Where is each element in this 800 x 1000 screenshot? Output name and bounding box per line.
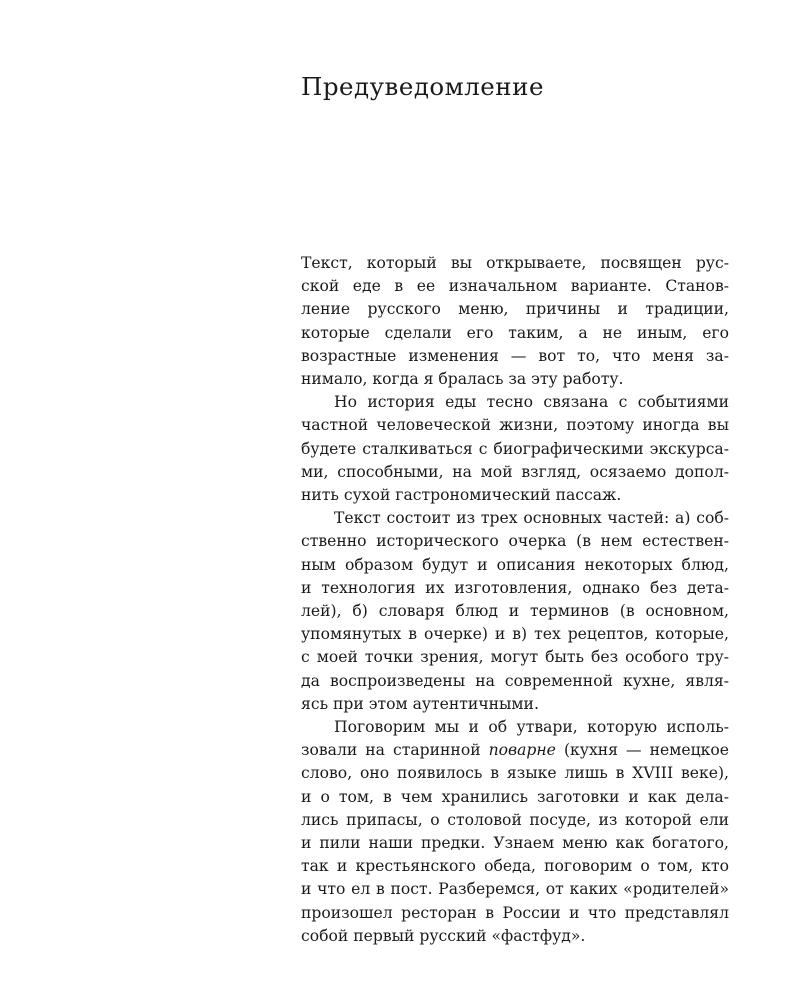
paragraph xyxy=(301,391,729,507)
text-line: лей), б) словаря блюд и терминов (в основном, xyxy=(301,602,729,621)
text-line: ясь при этом аутентичными. xyxy=(301,694,539,713)
text-line: слово, оно появилось в языке лишь в XVIII веке), xyxy=(301,764,729,783)
text-line: упомянутых в очерке) и в) тех рецептов, которые, xyxy=(301,625,729,644)
text-line: ным образом будут и описания некоторых блюд, xyxy=(301,555,729,574)
paragraph xyxy=(301,252,729,391)
text-line: нимало, когда я бралась за эту работу. xyxy=(301,370,624,389)
text-line: которые сделали его таким, а не иным, его xyxy=(301,323,729,342)
text-line: нить сухой гастрономический пассаж. xyxy=(301,486,622,505)
text-line: Текст, который вы открываете, посвящен рус- xyxy=(301,254,729,272)
text-line: Текст состоит из трех основных частей: а) соб- xyxy=(334,509,729,528)
text-line: и о том, в чем хранились заготовки и как дела- xyxy=(301,787,729,806)
text-line: будете сталкиваться с биографическими экскурса- xyxy=(301,439,729,458)
text-line: собой первый русский «фастфуд». xyxy=(301,926,586,945)
italic-term: поварне xyxy=(488,741,556,760)
paragraph xyxy=(301,716,729,948)
text-segment: зовали на старинной xyxy=(301,741,489,760)
text-line: ми, способными, на мой взгляд, осязаемо допол- xyxy=(301,462,729,481)
text-line: ственно исторического очерка (в нем естествен- xyxy=(301,532,729,551)
text-line: Но история еды тесно связана с событиями xyxy=(334,393,729,412)
paragraph xyxy=(301,507,729,716)
text-line: частной человеческой жизни, поэтому иногда вы xyxy=(301,416,729,435)
text-line: лись припасы, о столовой посуде, из которой ели xyxy=(301,810,729,829)
page-title: Предуведомление xyxy=(301,72,544,101)
text-line: так и крестьянского обеда, поговорим о том, кто xyxy=(301,857,729,876)
text-line: и технология их изготовления, однако без дета- xyxy=(301,578,729,597)
text-line: и пили наши предки. Узнаем меню как богатого, xyxy=(301,834,729,853)
text-line: с моей точки зрения, могут быть без особого тру- xyxy=(301,648,729,667)
text-line: возрастные изменения — вот то, что меня за- xyxy=(301,346,729,365)
text-line: да воспроизведены на современной кухне, явля- xyxy=(301,671,729,690)
text-line: ской еде в ее изначальном варианте. Станов- xyxy=(301,277,729,296)
text-segment: (кухня — немецкое xyxy=(555,741,729,760)
text-line: произошел ресторан в России и что представлял xyxy=(301,903,729,922)
text-line: Поговорим мы и об утвари, которую исполь- xyxy=(334,718,729,737)
text-line xyxy=(301,739,729,762)
body-text xyxy=(301,252,729,948)
text-line: ление русского меню, причины и традиции, xyxy=(301,300,729,319)
text-line: и что ел в пост. Разберемся, от каких «родителей» xyxy=(301,880,729,899)
